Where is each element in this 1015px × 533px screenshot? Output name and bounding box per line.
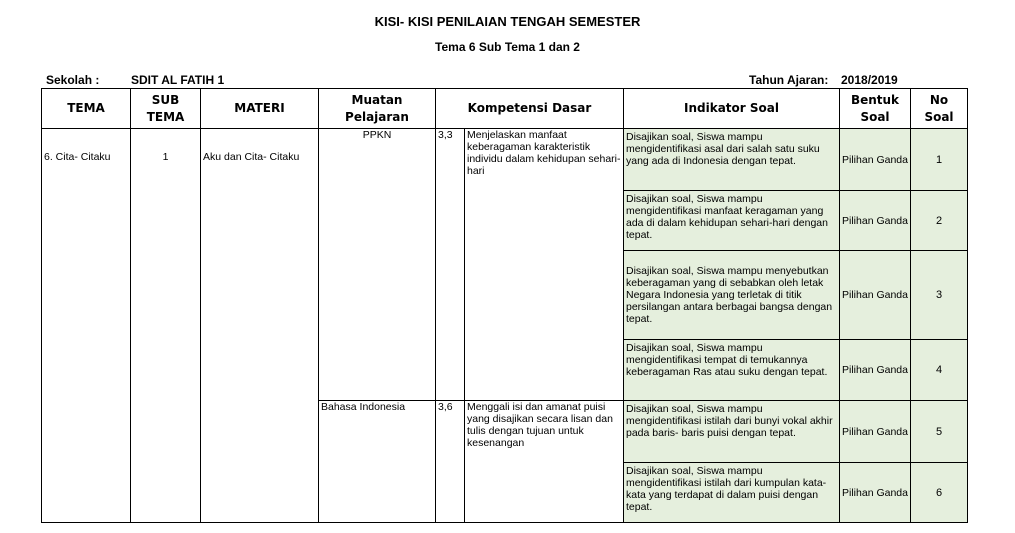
bentuk-soal-cell: Pilihan Ganda xyxy=(840,463,911,523)
header-sub-tema: SUB TEMA xyxy=(131,89,201,129)
header-tema: TEMA xyxy=(42,89,131,129)
tahun-ajaran-label: Tahun Ajaran: xyxy=(749,73,829,87)
header-bentuk-soal: Bentuk Soal xyxy=(840,89,911,129)
table-header-row xyxy=(42,89,968,129)
sekolah-label: Sekolah : xyxy=(46,73,100,87)
indikator-cell: Disajikan soal, Siswa mampu mengidentifikasi manfaat keragaman yang ada di dalam kehidupan sehari-hari dengan tepat. xyxy=(624,191,840,251)
header-materi: MATERI xyxy=(201,89,319,129)
header-muatan-pelajaran: Muatan Pelajaran xyxy=(319,89,436,129)
bentuk-soal-cell: Pilihan Ganda xyxy=(840,191,911,251)
indikator-cell: Disajikan soal, Siswa mampu mengidentifikasi istilah dari bunyi vokal akhir pada baris- baris puisi dengan tepat. xyxy=(624,401,840,463)
no-soal-cell: 4 xyxy=(911,340,968,401)
no-soal-cell: 1 xyxy=(911,129,968,191)
indikator-cell: Disajikan soal, Siswa mampu mengidentifikasi asal dari salah satu suku yang ada di Indonesia dengan tepat. xyxy=(624,129,840,191)
tema-cell: 6. Cita- Citaku xyxy=(42,129,131,523)
muatan-cell: Bahasa Indonesia xyxy=(319,401,436,523)
indikator-cell: Disajikan soal, Siswa mampu mengidentifikasi istilah dari kumpulan kata- kata yang terdapat di dalam puisi dengan tepat. xyxy=(624,463,840,523)
indikator-cell: Disajikan soal, Siswa mampu menyebutkan keberagaman yang di sebabkan oleh letak Negara Indonesia yang terletak di titik persilangan antara berbagai bangsa dengan tepat. xyxy=(624,251,840,340)
header-no-soal: No Soal xyxy=(911,89,968,129)
kd-text-cell: Menggali isi dan amanat puisi yang disajikan secara lisan dan tulis dengan tujuan untuk kesenangan xyxy=(465,401,624,523)
indikator-cell: Disajikan soal, Siswa mampu mengidentifikasi tempat di temukannya keberagaman Ras atau suku dengan tepat. xyxy=(624,340,840,401)
kd-number-cell: 3,6 xyxy=(436,401,465,523)
bentuk-soal-cell: Pilihan Ganda xyxy=(840,340,911,401)
kd-text-cell: Menjelaskan manfaat keberagaman karakteristik individu dalam kehidupan sehari-hari xyxy=(465,129,624,401)
document-subtitle: Tema 6 Sub Tema 1 dan 2 xyxy=(435,40,580,54)
sekolah-value: SDIT AL FATIH 1 xyxy=(131,73,225,87)
header-indikator-soal: Indikator Soal xyxy=(624,89,840,129)
table-row xyxy=(42,129,968,191)
sub-tema-cell: 1 xyxy=(131,129,201,523)
bentuk-soal-cell: Pilihan Ganda xyxy=(840,401,911,463)
no-soal-cell: 5 xyxy=(911,401,968,463)
bentuk-soal-cell: Pilihan Ganda xyxy=(840,129,911,191)
bentuk-soal-cell: Pilihan Ganda xyxy=(840,251,911,340)
materi-cell: Aku dan Cita- Citaku xyxy=(201,129,319,523)
no-soal-cell: 6 xyxy=(911,463,968,523)
no-soal-cell: 2 xyxy=(911,191,968,251)
header-kompetensi-dasar: Kompetensi Dasar xyxy=(436,89,624,129)
muatan-cell: PPKN xyxy=(319,129,436,401)
tahun-ajaran-value: 2018/2019 xyxy=(841,73,898,87)
document-title: KISI- KISI PENILAIAN TENGAH SEMESTER xyxy=(374,14,641,29)
kisi-kisi-table xyxy=(41,88,968,523)
kd-number-cell: 3,3 xyxy=(436,129,465,401)
no-soal-cell: 3 xyxy=(911,251,968,340)
